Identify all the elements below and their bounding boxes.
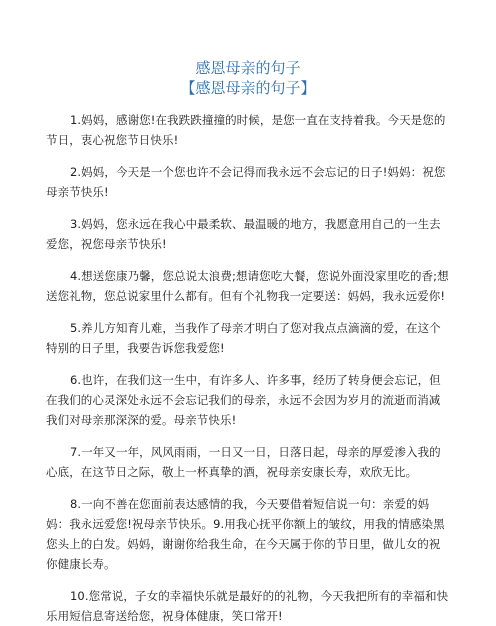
paragraph-6: 6.也许，在我们这一生中，有许多人、许多事，经历了转身便会忘记，但在我们的心灵深处永远不会忘记我们的母亲，永远不会因为岁月的流逝而消减我们对母亲那深深的爱。母亲节快乐!	[46, 373, 441, 427]
paragraph-7: 7.一年又一年，风风雨雨，一日又一日，日落日起，母亲的厚爱渗入我的心底，在这节日之际，敬上一杯真挚的酒，祝母亲安康长寿，欢欣无比。	[46, 445, 441, 479]
document-subtitle: 【感恩母亲的句子】	[180, 79, 316, 97]
document-title: 感恩母亲的句子	[195, 59, 301, 77]
paragraph-2: 2.妈妈，今天是一个您也许不会记得而我永远不会忘记的日子!妈妈：祝您母亲节快乐!	[46, 165, 446, 199]
paragraph-8: 8.一向不善在您面前表达感情的我，今天要借着短信说一句：亲爱的妈妈：我永远爱您!祝母亲节快乐。9.用我心抚平你额上的皱纹，用我的情感染黑您头上的白发。妈妈，谢谢你给我生命，在今天属于你的节日里，做儿女的祝你健康长寿。	[46, 497, 445, 571]
paragraph-1: 1.妈妈，感谢您!在我跌跌撞撞的时候，是您一直在支持着我。今天是您的节日，衷心祝您节日快乐!	[46, 113, 446, 147]
paragraph-10: 10.您常说，子女的幸福快乐就是最好的的礼物，今天我把所有的幸福和快乐用短信息寄送给您，祝身体健康，笑口常开!	[46, 589, 449, 623]
paragraph-3: 3.妈妈，您永远在我心中最柔软、最温暖的地方，我愿意用自己的一生去爱您，祝您母亲节快乐!	[46, 217, 441, 251]
paragraph-5: 5.养儿方知育儿难，当我作了母亲才明白了您对我点点滴滴的爱，在这个特别的日子里，我要告诉您我爱您!	[46, 321, 441, 355]
paragraph-4: 4.想送您康乃馨，您总说太浪费;想请您吃大餐，您说外面没家里吃的香;想送您礼物，您总说家里什么都有。但有个礼物我一定要送：妈妈，我永远爱你!	[46, 269, 449, 303]
